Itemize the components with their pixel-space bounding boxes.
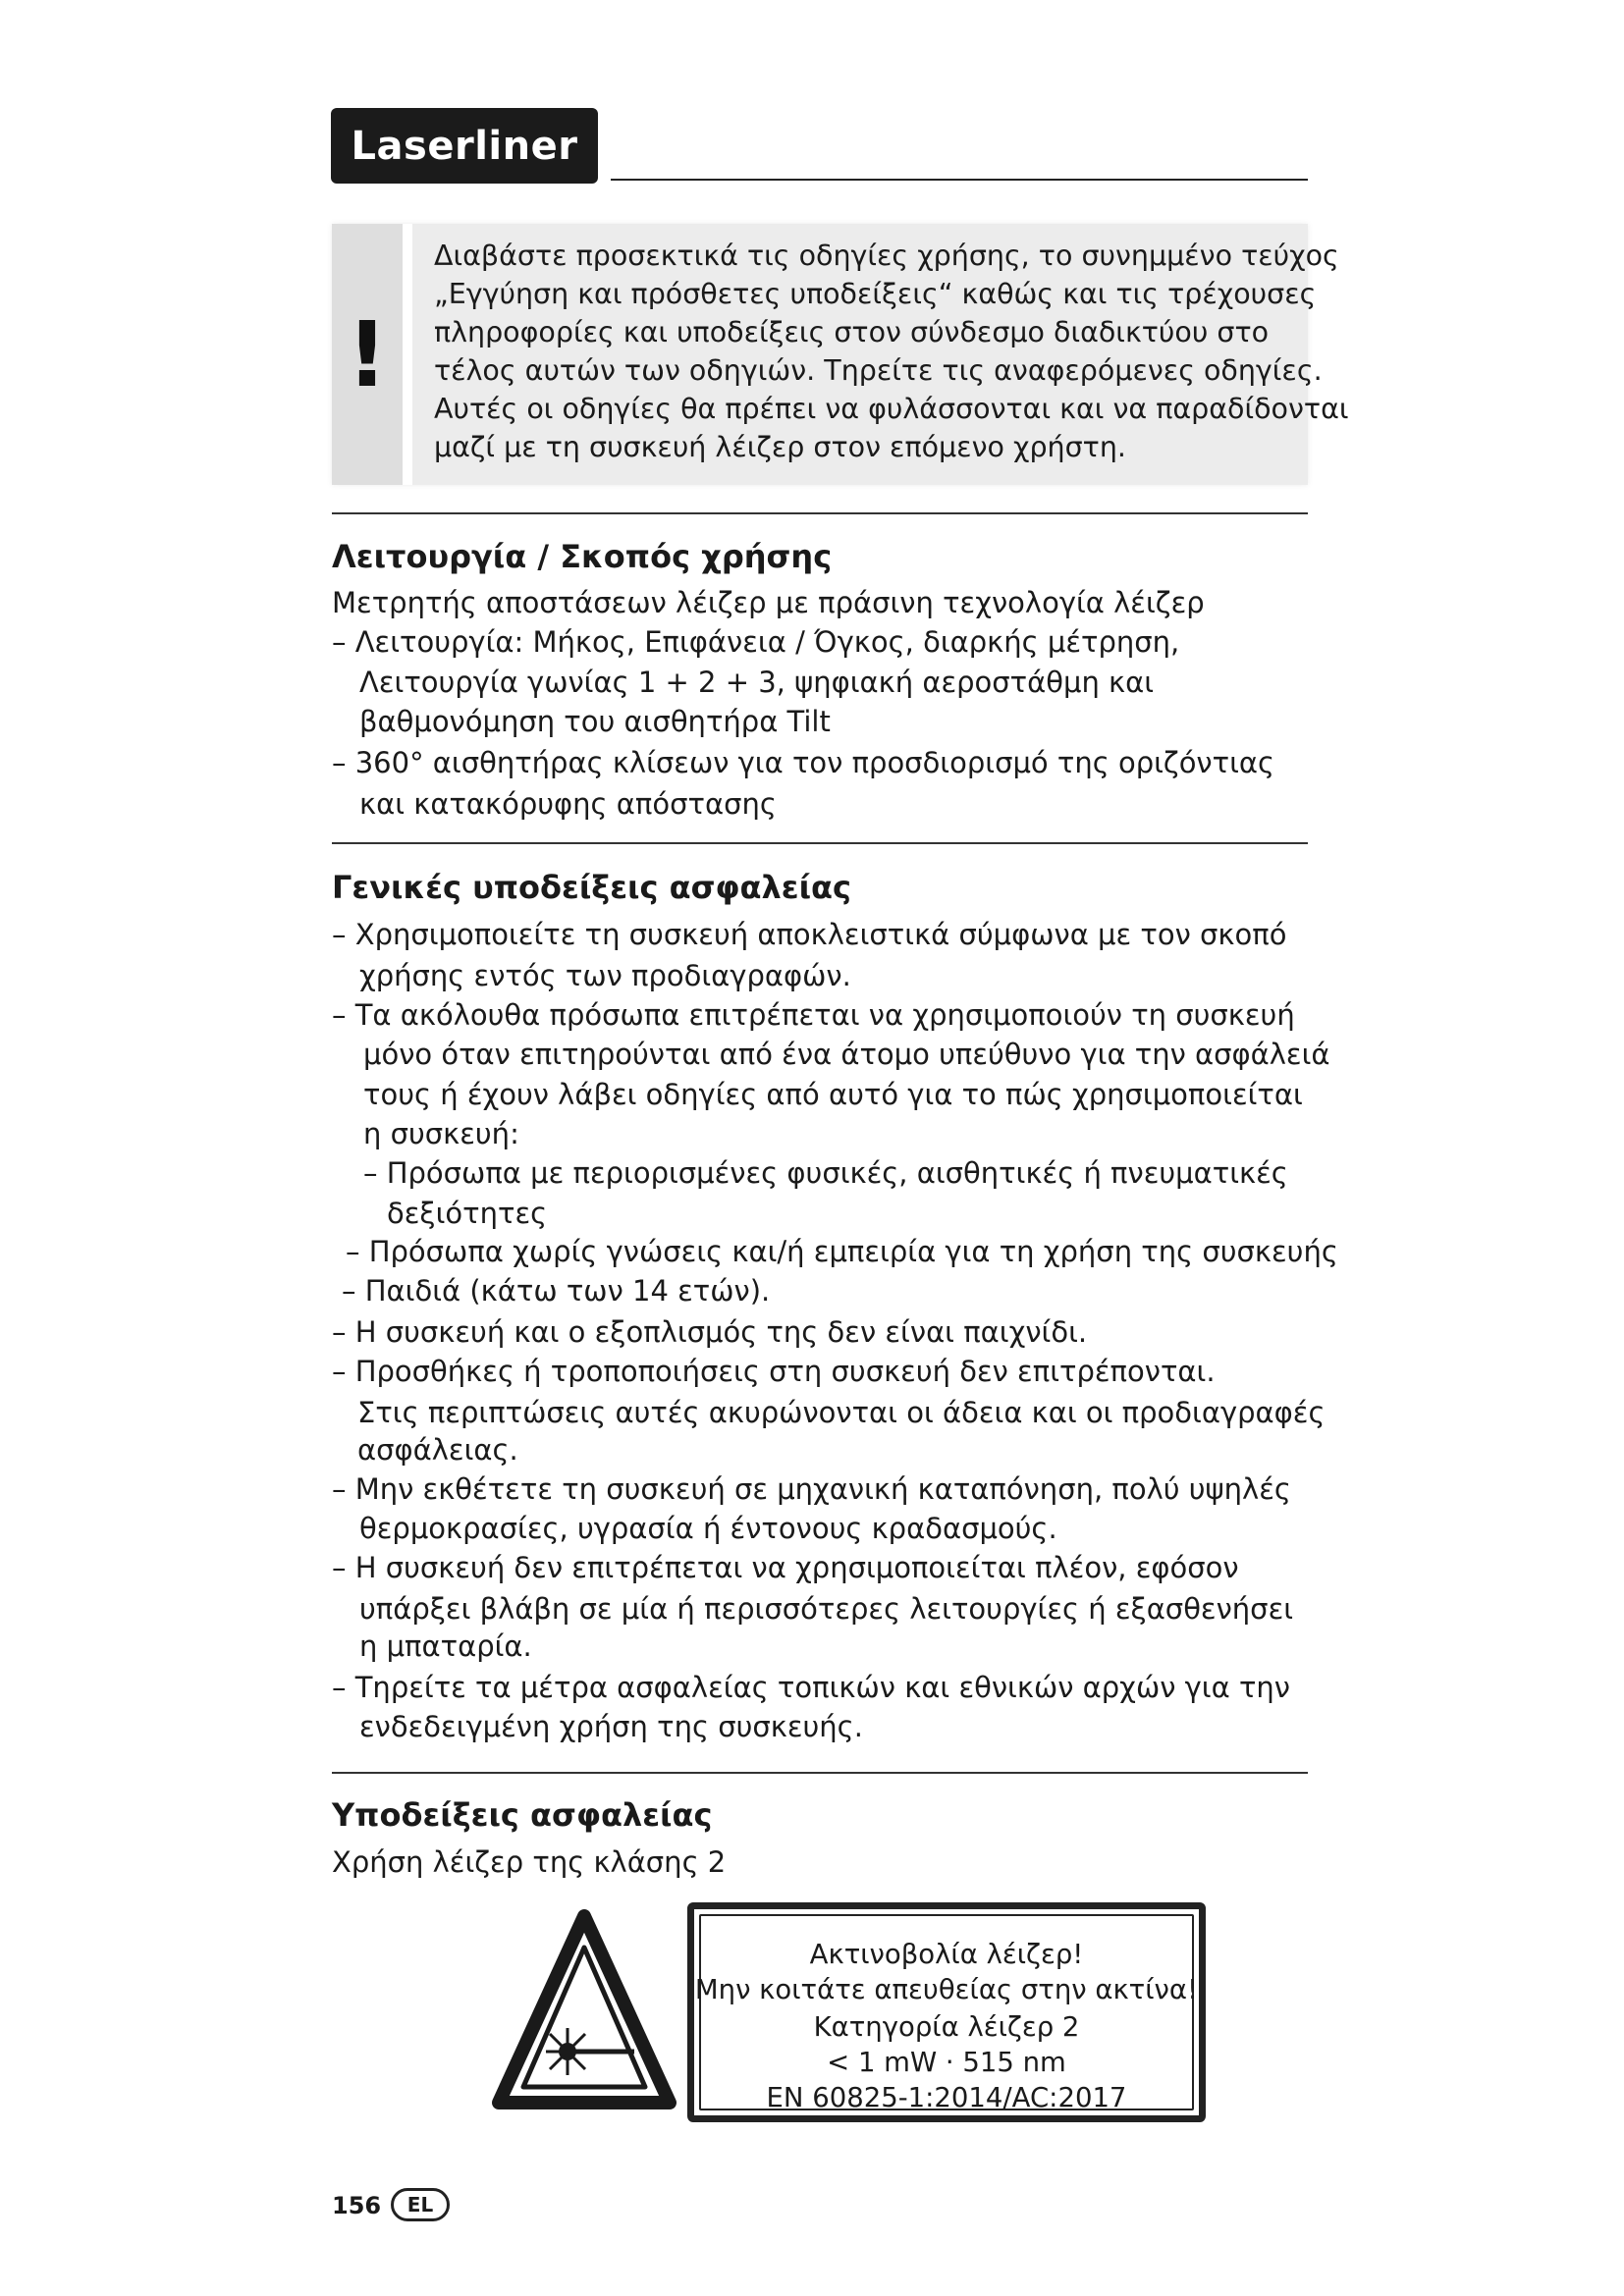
safety-line: – Παιδιά (κάτω των 14 ετών). (342, 1274, 771, 1308)
laser-label-line: < 1 mW · 515 nm (827, 2047, 1066, 2078)
safety-line: χρήσης εντός των προδιαγραφών. (359, 959, 851, 992)
section-divider (332, 842, 1308, 844)
header-rule (611, 179, 1308, 181)
notice-line: μαζί με τη συσκευή λέιζερ στον επόμενο χρήστη. (434, 431, 1126, 463)
safety-line: – Η συσκευή και ο εξοπλισμός της δεν είναι παιχνίδι. (332, 1315, 1088, 1349)
general-safety-heading: Γενικές υποδείξεις ασφαλείας (332, 869, 851, 906)
notice-text (434, 237, 1349, 466)
safety-line: – Πρόσωπα με περιορισμένες φυσικές, αισθητικές ή πνευματικές (363, 1156, 1288, 1190)
safety-line: δεξιότητες (387, 1197, 548, 1230)
safety-line: – Χρησιμοποιείτε τη συσκευή αποκλειστικά σύμφωνα με τον σκοπό (332, 918, 1287, 951)
function-heading: Λειτουργία / Σκοπός χρήσης (332, 538, 833, 575)
laser-label (687, 1902, 1206, 2122)
safety-line: – Προσθήκες ή τροποποιήσεις στη συσκευή δεν επιτρέπονται. (332, 1355, 1216, 1388)
section-divider (332, 1772, 1308, 1774)
function-item-line: βαθμονόμηση του αισθητήρα Tilt (359, 705, 831, 738)
page-number: 156 (332, 2192, 382, 2219)
laser-label-line: Κατηγορία λέιζερ 2 (813, 2011, 1080, 2043)
function-item-line: – Λειτουργία: Μήκος, Επιφάνεια / Όγκος, διαρκής μέτρηση, (332, 625, 1180, 659)
safety-line: ενδεδειγμένη χρήση της συσκευής. (359, 1710, 863, 1743)
section-divider (332, 512, 1308, 514)
function-intro: Μετρητής αποστάσεων λέιζερ με πράσινη τεχνολογία λέιζερ (332, 586, 1205, 619)
function-item-line: Λειτουργία γωνίας 1 + 2 + 3, ψηφιακή αεροστάθμη και (359, 666, 1155, 699)
safety-heading: Υποδείξεις ασφαλείας (332, 1796, 713, 1834)
safety-line: Στις περιπτώσεις αυτές ακυρώνονται οι άδεια και οι προδιαγραφές (357, 1396, 1326, 1429)
notice-box (332, 224, 1349, 485)
safety-line: – Τηρείτε τα μέτρα ασφαλείας τοπικών και εθνικών αρχών για την (332, 1671, 1290, 1704)
safety-line: τους ή έχουν λάβει οδηγίες από αυτό για το πώς χρησιμοποιείται (363, 1078, 1303, 1111)
notice-line: Αυτές οι οδηγίες θα πρέπει να φυλάσσονται και να παραδίδονται (434, 393, 1349, 425)
function-item-line: και κατακόρυφης απόστασης (359, 787, 777, 821)
safety-line: θερμοκρασίες, υγρασία ή έντονους κραδασμούς. (359, 1512, 1057, 1545)
laser-warning-icon (491, 1904, 677, 2120)
safety-line: – Πρόσωπα χωρίς γνώσεις και/ή εμπειρία για τη χρήση της συσκευής (346, 1235, 1338, 1268)
notice-line: πληροφορίες και υποδείξεις στον σύνδεσμο διαδικτύου στο (434, 316, 1270, 348)
safety-line: – Η συσκευή δεν επιτρέπεται να χρησιμοποιείται πλέον, εφόσον (332, 1551, 1239, 1584)
function-item-line: – 360° αισθητήρας κλίσεων για τον προσδιορισμό της οριζόντιας (332, 746, 1275, 779)
safety-line: υπάρξει βλάβη σε μία ή περισσότερες λειτουργίες ή εξασθενήσει (359, 1592, 1294, 1626)
safety-line: – Μην εκθέτετε τη συσκευή σε μηχανική καταπόνηση, πολύ υψηλές (332, 1472, 1291, 1506)
brand-logo: Laserliner (331, 108, 598, 184)
safety-line: ασφάλειας. (357, 1433, 518, 1467)
safety-line: η συσκευή: (363, 1117, 519, 1150)
notice-line: „Εγγύηση και πρόσθετες υποδείξεις“ καθώς και τις τρέχουσες (434, 278, 1317, 310)
notice-line: Διαβάστε προσεκτικά τις οδηγίες χρήσης, το συνημμένο τεύχος (434, 240, 1339, 272)
safety-line: η μπαταρία. (359, 1629, 532, 1663)
notice-separator (403, 224, 412, 485)
safety-line: – Τα ακόλουθα πρόσωπα επιτρέπεται να χρησιμοποιούν τη συσκευή (332, 998, 1295, 1032)
laser-label-line: Μην κοιτάτε απευθείας στην ακτίνα! (694, 1974, 1199, 2005)
exclamation-icon: ! (332, 224, 403, 485)
safety-line: μόνο όταν επιτηρούνται από ένα άτομο υπεύθυνο για την ασφάλειά (363, 1038, 1330, 1071)
laser-label-line: Ακτινοβολία λέιζερ! (809, 1939, 1084, 1970)
language-badge: EL (391, 2188, 450, 2221)
laser-label-line: EN 60825-1:2014/AC:2017 (766, 2082, 1127, 2113)
notice-line: τέλος αυτών των οδηγιών. Τηρείτε τις αναφερόμενες οδηγίες. (434, 354, 1323, 387)
safety-subtitle: Χρήση λέιζερ της κλάσης 2 (332, 1845, 727, 1879)
